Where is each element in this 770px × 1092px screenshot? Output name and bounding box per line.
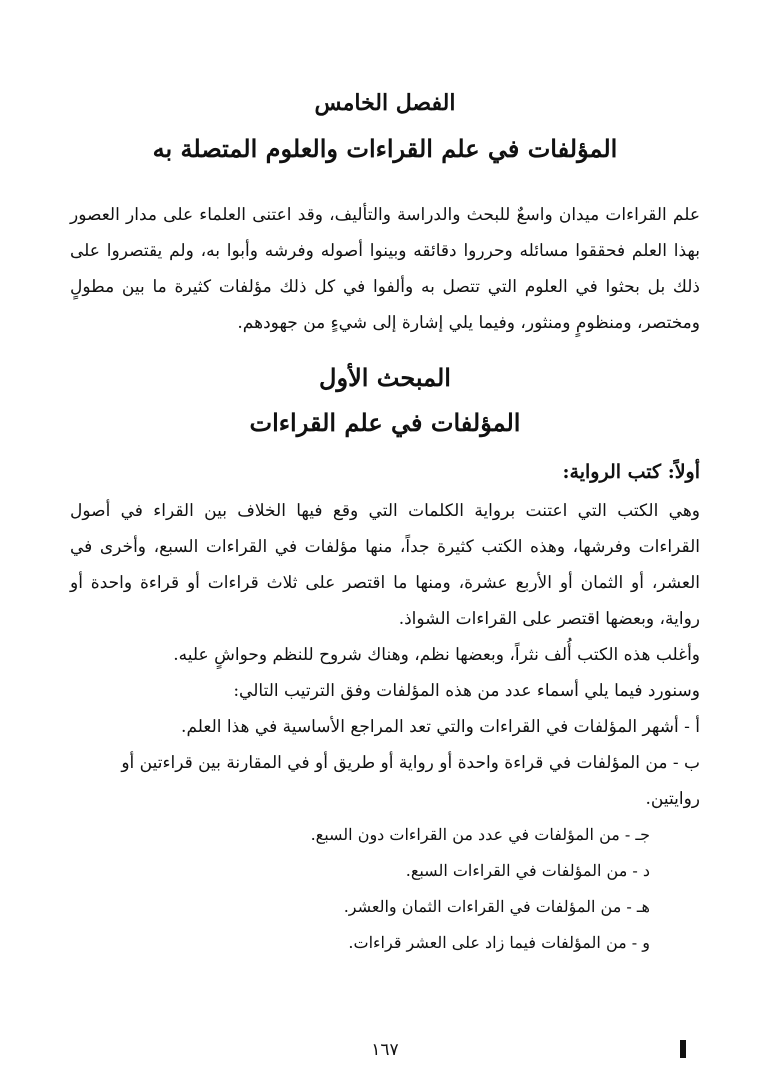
chapter-title: المؤلفات في علم القراءات والعلوم المتصلة به xyxy=(152,134,618,163)
page-content xyxy=(70,80,700,961)
list-item: أ - أشهر المؤلفات في القراءات والتي تعد المراجع الأساسية في هذا العلم. xyxy=(181,717,700,737)
paragraph-3: وسنورد فيما يلي أسماء عدد من هذه المؤلفات وفق الترتيب التالي: xyxy=(233,681,700,701)
list-item: د - من المؤلفات في القراءات السبع. xyxy=(405,861,650,880)
corner-mark xyxy=(680,1040,686,1058)
subsection-heading: أولاً: كتب الرواية: xyxy=(562,461,700,483)
category-list xyxy=(70,709,700,961)
list-item: ب - من المؤلفات في قراءة واحدة أو رواية أو طريق أو في المقارنة بين قراءتين أو روايتين. xyxy=(121,753,700,809)
list-item: هـ - من المؤلفات في القراءات الثمان والعشر. xyxy=(343,897,650,916)
paragraph-1: وهي الكتب التي اعتنت برواية الكلمات التي وقع فيها الخلاف بين القراء في أصول القراءات وفرشها، وهذه الكتب كثيرة جداً، منها مؤلفات في القراءات السبع، وأخرى في العشر، أو الثمان أو الأربع عشرة، ومنها ما اقتصر على ثلاث قراءات أو قراءة واحدة أو رواية، وبعضها اقتصر على القراءات الشواذ. xyxy=(70,501,700,629)
section-label: المبحث الأول xyxy=(319,363,451,392)
section-title: المؤلفات في علم القراءات xyxy=(249,408,521,437)
chapter-label: الفصل الخامس xyxy=(314,90,456,116)
list-item: جـ - من المؤلفات في عدد من القراءات دون السبع. xyxy=(310,825,650,844)
paragraph-2: وأغلب هذه الكتب أُلف نثراً، وبعضها نظم، وهناك شروح للنظم وحواشٍ عليه. xyxy=(173,645,700,665)
list-item: و - من المؤلفات فيما زاد على العشر قراءات. xyxy=(348,933,650,952)
intro-paragraph: علم القراءات ميدان واسعٌ للبحث والدراسة والتأليف، وقد اعتنى العلماء على مدار العصور بهذا العلم فحققوا مسائله وحرروا دقائقه وبينوا أصوله وفرشه وأبوا به، ولم يقتصروا على ذلك بل بحثوا في العلوم التي تتصل به وألفوا في كل ذلك مؤلفات كثيرة ما بين مطولٍ ومختصر، ومنظومٍ ومنثور، وفيما يلي إشارة إلى شيءٍ من جهودهم. xyxy=(70,205,700,333)
page-number: ١٦٧ xyxy=(371,1040,399,1060)
